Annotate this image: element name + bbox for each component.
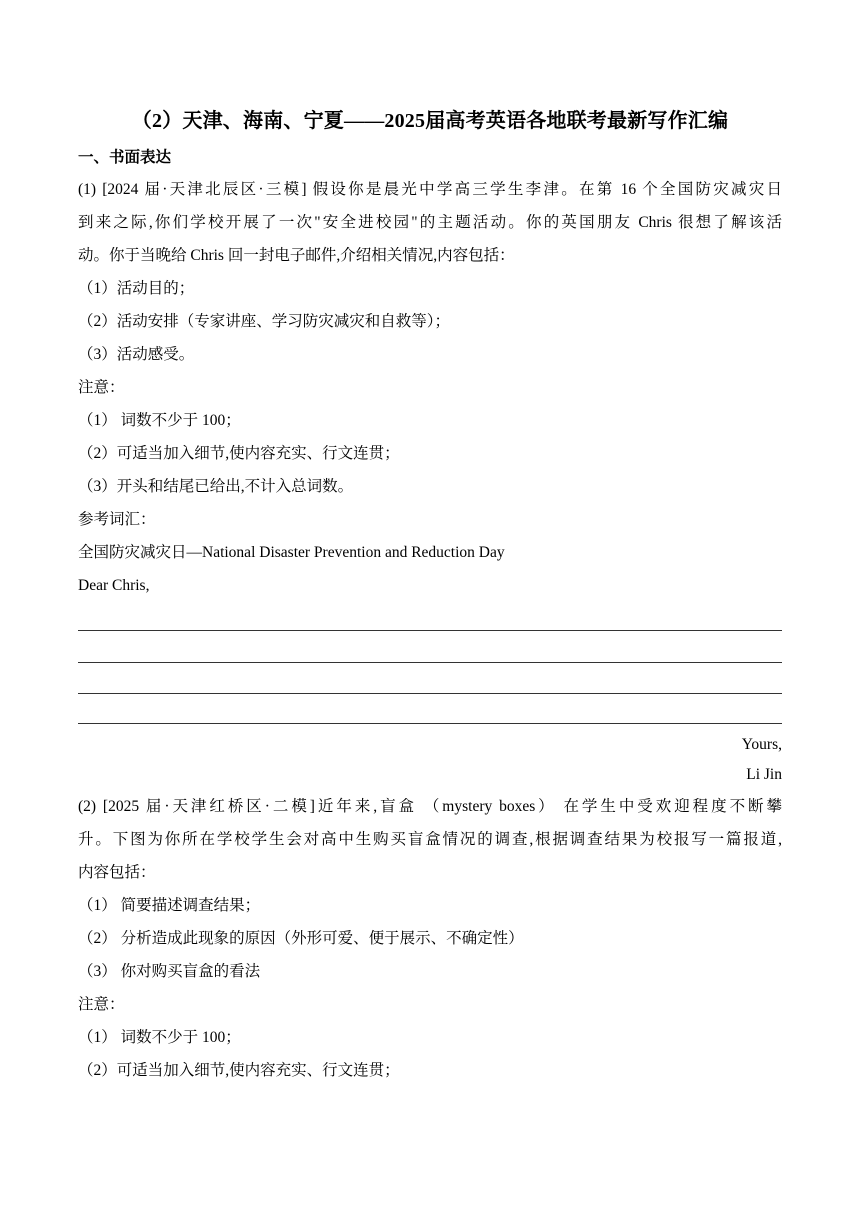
writing-line[interactable] [78, 662, 782, 663]
q2-prompt-line-2: 升。下图为你所在学校学生会对高中生购买盲盒情况的调查,根据调查结果为校报写一篇报道, [78, 831, 782, 848]
document-title: （2）天津、海南、宁夏——2025届高考英语各地联考最新写作汇编 [131, 110, 729, 132]
q1-note-1: （1） 词数不少于 100； [78, 412, 241, 429]
writing-line[interactable] [78, 723, 782, 724]
q1-notes-label: 注意： [78, 379, 125, 396]
q1-salutation: Dear Chris, [78, 577, 150, 594]
q2-point-3: （3） 你对购买盲盒的看法 [78, 963, 261, 980]
q2-point-1: （1） 简要描述调查结果； [78, 897, 261, 914]
q2-prompt-line-3: 内容包括： [78, 864, 156, 881]
q2-point-2: （2） 分析造成此现象的原因（外形可爱、便于展示、不确定性） [78, 930, 524, 947]
q1-point-2: （2）活动安排（专家讲座、学习防灾减灾和自救等）； [78, 313, 451, 330]
q1-vocab: 全国防灾减灾日—National Disaster Prevention and Reduction Day [78, 544, 505, 561]
q1-prompt-line-1: (1) [2024 届·天津北辰区·三模] 假设你是晨光中学高三学生李津。在第 16 个全国防灾减灾日 [78, 181, 782, 198]
q1-prompt-line-3: 动。你于当晚给 Chris 回一封电子邮件,介绍相关情况,内容包括： [78, 247, 515, 264]
writing-line[interactable] [78, 693, 782, 694]
q1-note-2: （2）可适当加入细节,使内容充实、行文连贯； [78, 445, 400, 462]
q2-note-2: （2）可适当加入细节,使内容充实、行文连贯； [78, 1062, 400, 1079]
q1-point-3: （3）活动感受。 [78, 346, 195, 363]
section-heading: 一、书面表达 [78, 149, 172, 166]
writing-line[interactable] [78, 630, 782, 631]
q2-note-1: （1） 词数不少于 100； [78, 1029, 241, 1046]
q2-notes-label: 注意： [78, 996, 125, 1013]
q1-prompt-line-2: 到来之际,你们学校开展了一次"安全进校园"的主题活动。你的英国朋友 Chris 很想了解该活 [78, 214, 782, 231]
q1-note-3: （3）开头和结尾已给出,不计入总词数。 [78, 478, 354, 495]
q1-signature: Li Jin [746, 766, 782, 783]
q1-point-1: （1）活动目的； [78, 280, 195, 297]
q2-prompt-line-1: (2) [2025 届·天津红桥区·二模]近年来,盲盒 （mystery boxes） 在学生中受欢迎程度不断攀 [78, 798, 782, 815]
q1-closing: Yours, [741, 736, 782, 753]
q1-vocab-label: 参考词汇： [78, 511, 156, 528]
